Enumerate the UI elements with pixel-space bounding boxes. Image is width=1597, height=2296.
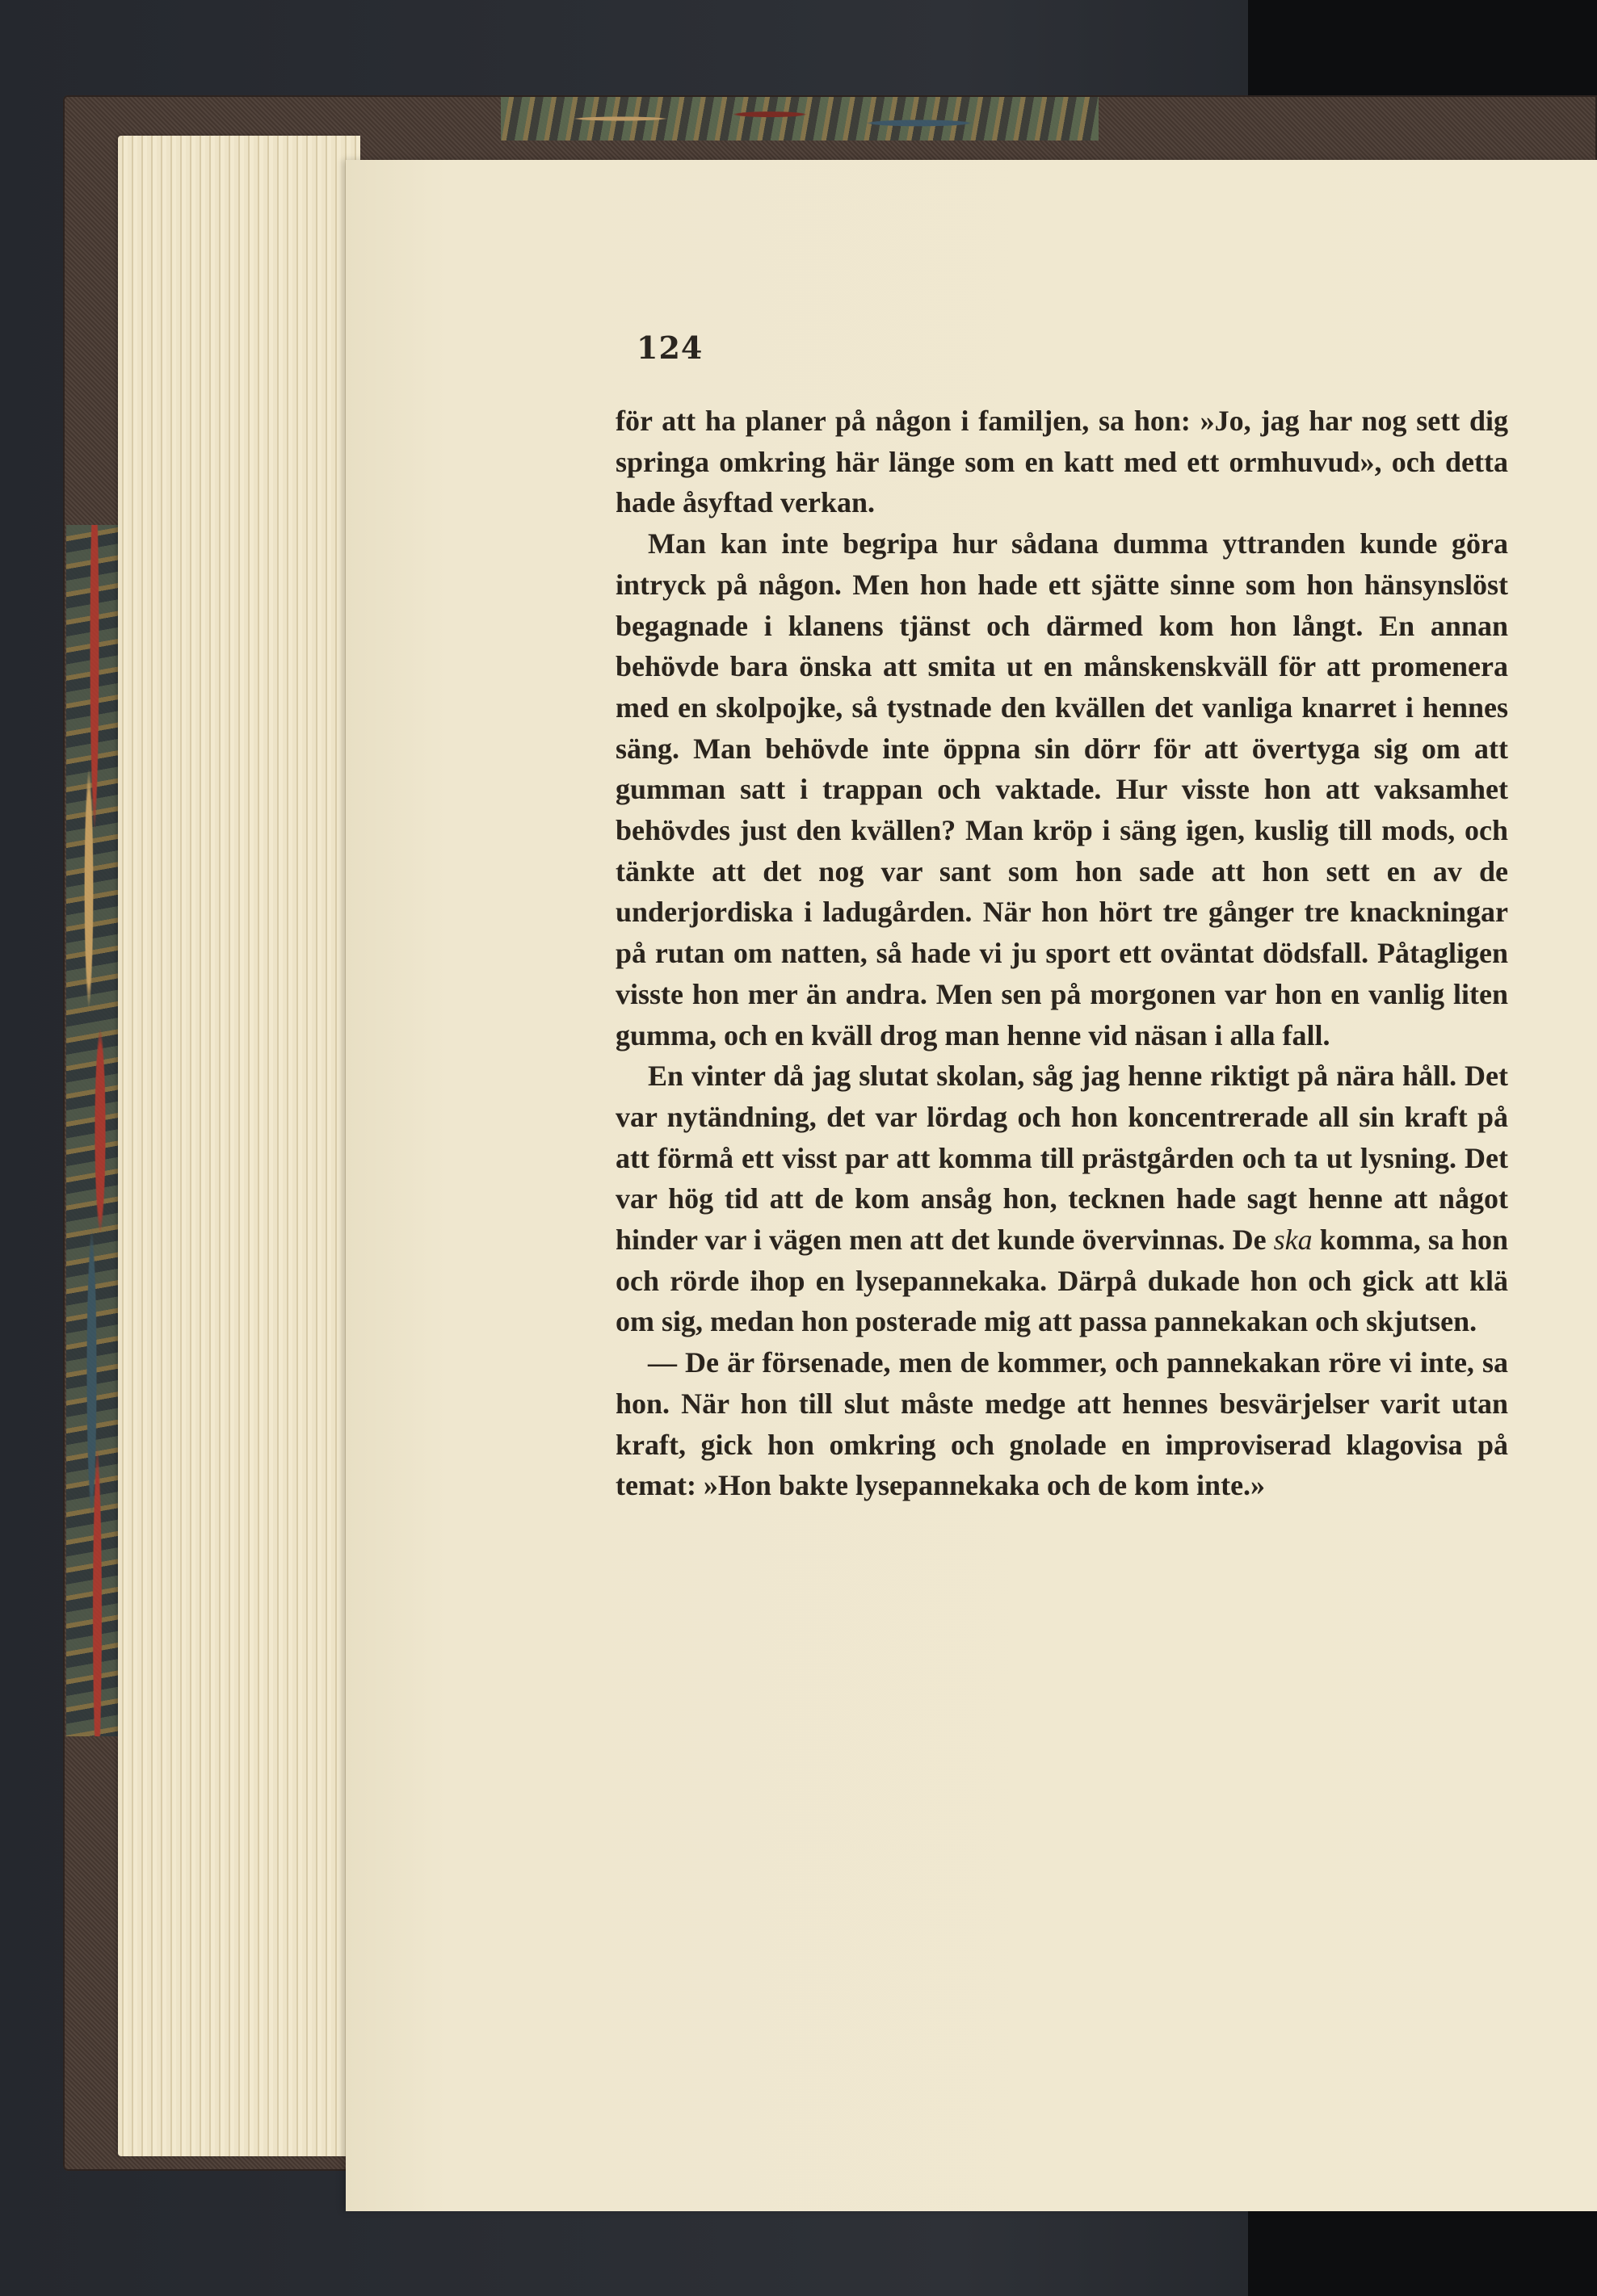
body-text (616, 401, 1508, 1506)
paragraph-2: Man kan inte begripa hur sådana dumma yttranden kunde göra intryck på någon. Men hon hade ett sjätte sinne som hon hänsynslöst begagnade i klanens tjänst och därmed kom hon långt. En annan behövde bara önska att smita ut en månskenskväll för att promenera med en skolpojke, så tystnade den kvällen det vanliga knarret i hennes säng. Man behövde inte öppna sin dörr för att övertyga sig om att gumman satt i trappan och vaktade. Hur visste hon att vaksamhet behövdes just den kvällen? Man kröp i säng igen, kuslig till mods, och tänkte att det nog var sant som hon sade att hon sett en av de underjordiska i ladugården. När hon hört tre gånger tre knackningar på rutan om natten, så hade vi ju sport ett oväntat dödsfall. Påtagligen visste hon mer än andra. Men sen på morgonen var hon en vanlig liten gumma, och en kväll drog man henne vid näsan i alla fall. (616, 527, 1508, 1051)
paragraph-4: — De är försenade, men de kommer, och pannekakan röre vi inte, sa hon. När hon till slut måste medge att hennes besvärjelser varit utan kraft, gick hon omkring och gnolade en improviserad klagovisa på temat: »Hon bakte lysepannekaka och de kom inte.» (616, 1346, 1508, 1502)
emphasized-word: ska (1273, 1224, 1313, 1257)
marbled-endpaper-top (501, 97, 1099, 141)
paragraph-3-part-1: En vinter då jag slutat skolan, såg jag henne riktigt på nära håll. Det var nytändning, det var lördag och hon koncentrerade all sin kraft på att förmå ett visst par att komma till prästgården och ta ut lysning. Det var hög tid att de kom ansåg hon, tecknen hade sagt henne att något hinder var i vägen men att det kunde övervinnas. De (616, 1060, 1508, 1257)
page-number: 124 (637, 329, 704, 366)
marbled-endpaper-left (66, 525, 123, 1736)
paragraph-3 (616, 1056, 1508, 1342)
page-edges (118, 136, 360, 2156)
paragraph-1: för att ha planer på någon i familjen, sa hon: »Jo, jag har nog sett dig springa omkring här länge som en katt med ett ormhuvud», och detta hade åsyftad verkan. (616, 405, 1508, 519)
paragraph-3-part-2: komma, sa hon och rörde ihop en lysepannekaka. Därpå dukade hon och gick att klä om sig, medan hon posterade mig att passa pannekakan och skjutsen. (616, 1224, 1508, 1338)
